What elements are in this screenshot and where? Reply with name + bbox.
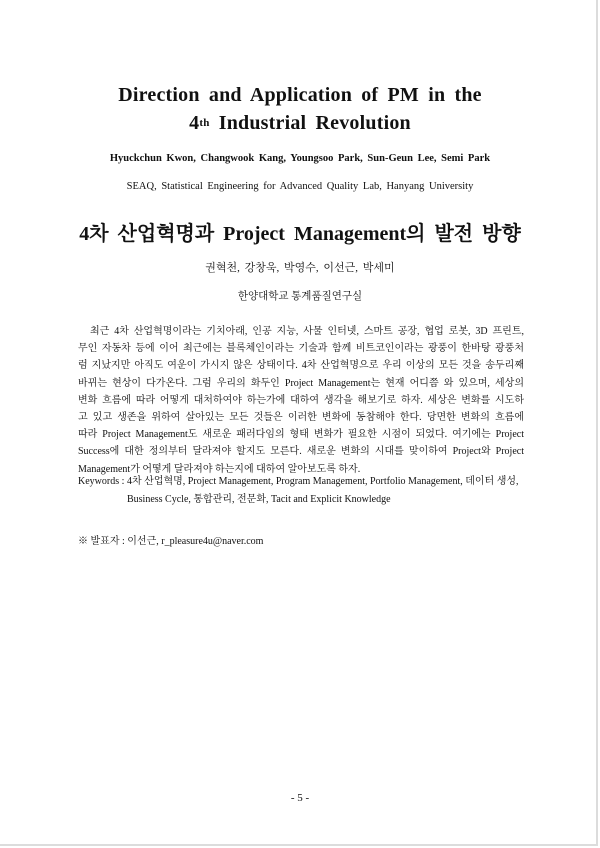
presenter-note: ※ 발표자 : 이선근, r_pleasure4u@naver.com — [78, 536, 264, 547]
abstract-line: 변화 흐름에 따라 어떻게 대처하여야 하는가에 대하여 생각을 해보기로 하자. 세상은 변화를 시도하 — [78, 394, 524, 406]
keywords — [78, 473, 519, 508]
abstract-line: 바뀌는 현상이 다가온다. 그럼 우리의 화두인 Project Management는 현재 어디쯤 와 있으며, 세상의 — [78, 377, 524, 389]
title-en-rest: Industrial Revolution — [218, 112, 411, 134]
page-number: - 5 - — [290, 792, 310, 804]
abstract-line: Management가 어떻게 달라져야 하는지에 대하여 알아보도록 하자. — [78, 463, 361, 475]
affiliation-en: SEAQ, Statistical Engineering for Advanced Quality Lab, Hanyang University — [126, 181, 474, 192]
paper-title-ko: 4차 산업혁명과 Project Management의 발전 방향 — [79, 223, 521, 245]
keywords-label: Keywords : — [78, 476, 125, 487]
authors-en: Hyuckchun Kwon, Changwook Kang, Youngsoo Park, Sun-Geun Lee, Semi Park — [109, 153, 491, 164]
abstract — [78, 323, 524, 478]
keywords-line2: Business Cycle, 통합관리, 전문화, Tacit and Explicit Knowledge — [127, 493, 391, 505]
abstract-line: 고 있고 생존을 위하여 살아있는 모든 것들은 이러한 변화에 동참해야 한다. 당면한 변화의 흐름에 — [78, 412, 524, 424]
authors-ko: 권혁천, 강창욱, 박영수, 이선근, 박세미 — [205, 262, 395, 274]
keywords-line1: 4차 산업혁명, Project Management, Program Management, Portfolio Management, 데이터 생성, — [127, 476, 519, 487]
title-ordinal-suffix: th — [199, 117, 210, 129]
paper-title-en-line1: Direction and Application of PM in the — [118, 84, 482, 106]
title-ordinal-number: 4 — [189, 112, 200, 134]
abstract-line: Success에 대한 정의부터 달라져야 할지도 모른다. 새로운 변화의 시대를 맞이하여 Project와 Project — [78, 446, 524, 458]
abstract-line: 럼 지났지만 아직도 여운이 가시지 않은 상태이다. 4차 산업혁명으로 우리 이상의 모든 것을 송두리째 — [78, 360, 524, 372]
abstract-line: 따라 Project Management도 새로운 패러다임의 형태 변화가 필요한 시점이 되었다. 여기에는 Project — [78, 429, 524, 441]
affiliation-ko: 한양대학교 통계품질연구실 — [237, 291, 363, 302]
abstract-line: 최근 4차 산업혁명이라는 기치아래, 인공 지능, 사물 인터넷, 스마트 공장, 협업 로봇, 3D 프린트, — [90, 326, 524, 337]
paper-title-en-line2 — [0, 112, 600, 135]
abstract-line: 무인 자동차 등에 이어 최근에는 블록체인이라는 기술과 함께 비트코인이라는 광풍이 한바탕 광풍처 — [78, 343, 524, 355]
